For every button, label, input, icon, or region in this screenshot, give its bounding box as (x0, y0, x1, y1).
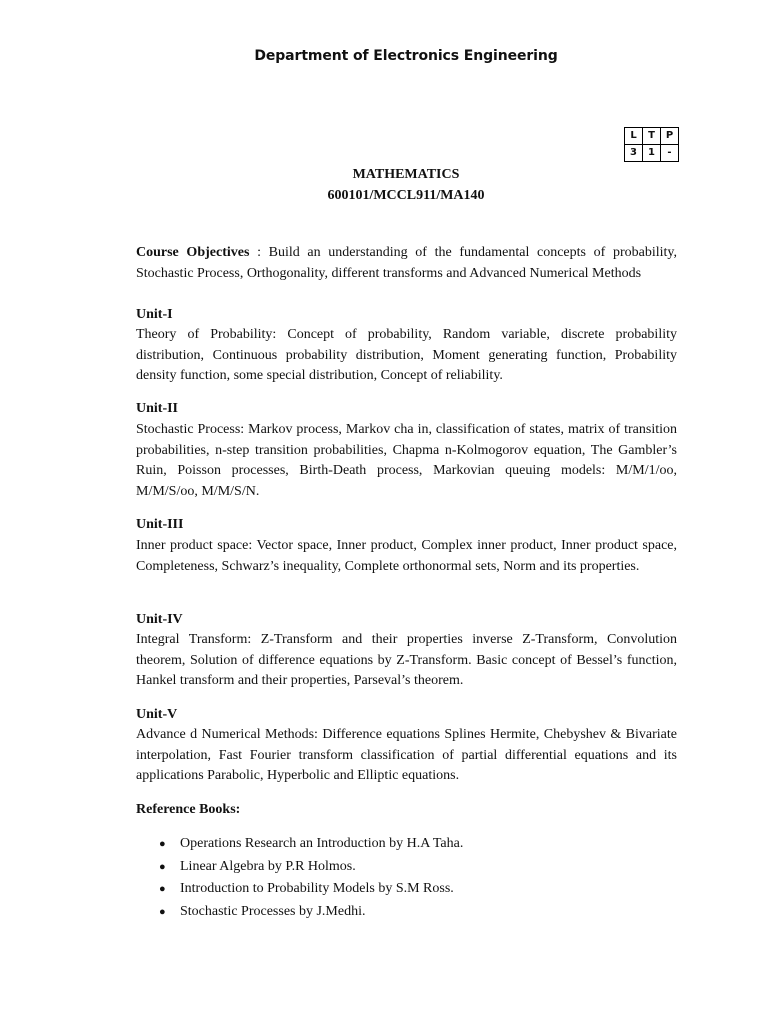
ltp-header-row (625, 128, 679, 145)
ltp-value-row (625, 145, 679, 162)
bullet-icon: ● (159, 860, 166, 873)
department-title: Department of Electronics Engineering (254, 48, 558, 64)
course-name: MATHEMATICS (352, 167, 460, 182)
unit-4-title: Unit-IV (136, 612, 183, 627)
objectives-label: Course Objectives (136, 245, 250, 260)
objectives-text: : Build an understanding of the fundamental concepts of probability, Stochastic Process, Orthogonality, different transforms and Advanced Numerical Methods (136, 245, 677, 281)
bullet-icon: ● (159, 838, 166, 850)
unit-3-title: Unit-III (136, 517, 184, 532)
ltp-value-cell: - (661, 145, 679, 162)
list-item (136, 901, 463, 924)
list-item (136, 878, 463, 901)
ltp-header-cell: L (625, 128, 643, 145)
bullet-icon: ● (159, 905, 166, 918)
course-codes: 600101/MCCL911/MA140 (327, 188, 485, 203)
course-heading (0, 164, 768, 206)
reference-text: Linear Algebra by P.R Holmos. (180, 858, 356, 874)
unit-5-text: Advance d Numerical Methods: Difference equations Splines Hermite, Chebyshev & Bivariate interpolation, Fast Fourier transform classification of partial differential equations and its applications Parabolic, Hyperbolic and Elliptic equations. (136, 727, 677, 784)
bullet-icon: ● (159, 883, 166, 895)
list-item (136, 856, 463, 879)
unit-1-text: Theory of Probability: Concept of probability, Random variable, discrete probability distribution, Continuous probability distribution, Moment generating function, Probability density function, some special distribution, Concept of reliability. (136, 327, 677, 384)
ltp-header-cell: T (643, 128, 661, 145)
reference-text: Operations Research an Introduction by H.A Taha. (180, 836, 464, 851)
unit-1-title: Unit-I (136, 307, 173, 322)
list-item (136, 833, 463, 856)
references-title: Reference Books: (136, 802, 241, 817)
reference-list (136, 833, 463, 923)
reference-text: Stochastic Processes by J.Medhi. (180, 903, 366, 919)
course-objectives (136, 243, 677, 284)
unit-3-text: Inner product space: Vector space, Inner product, Complex inner product, Inner product space, Completeness, Schwarz’s inequality, Complete orthonormal sets, Norm and its properties. (136, 538, 677, 574)
unit-4-text: Integral Transform: Z-Transform and their properties inverse Z-Transform, Convolution theorem, Solution of difference equations by Z-Transform. Basic concept of Bessel’s function, Hankel transform and their properties, Parseval’s theorem. (136, 632, 677, 689)
ltp-header-cell: P (661, 128, 679, 145)
ltp-value-cell: 3 (625, 145, 643, 162)
reference-text: Introduction to Probability Models by S.M Ross. (180, 881, 454, 896)
unit-5-title: Unit-V (136, 707, 178, 722)
unit-2-title: Unit-II (136, 401, 179, 416)
ltp-value-cell: 1 (643, 145, 661, 162)
ltp-table (624, 127, 679, 162)
unit-2-text: Stochastic Process: Markov process, Markov cha in, classification of states, matrix of transition probabilities, n-step transition probabilities, Chapma n-Kolmogorov equation, The Gambler’s Ruin, Poisson processes, Birth-Death process, Markovian queuing models: M/M/1/oo, M/M/S/oo, M/M/S/N. (136, 422, 677, 500)
